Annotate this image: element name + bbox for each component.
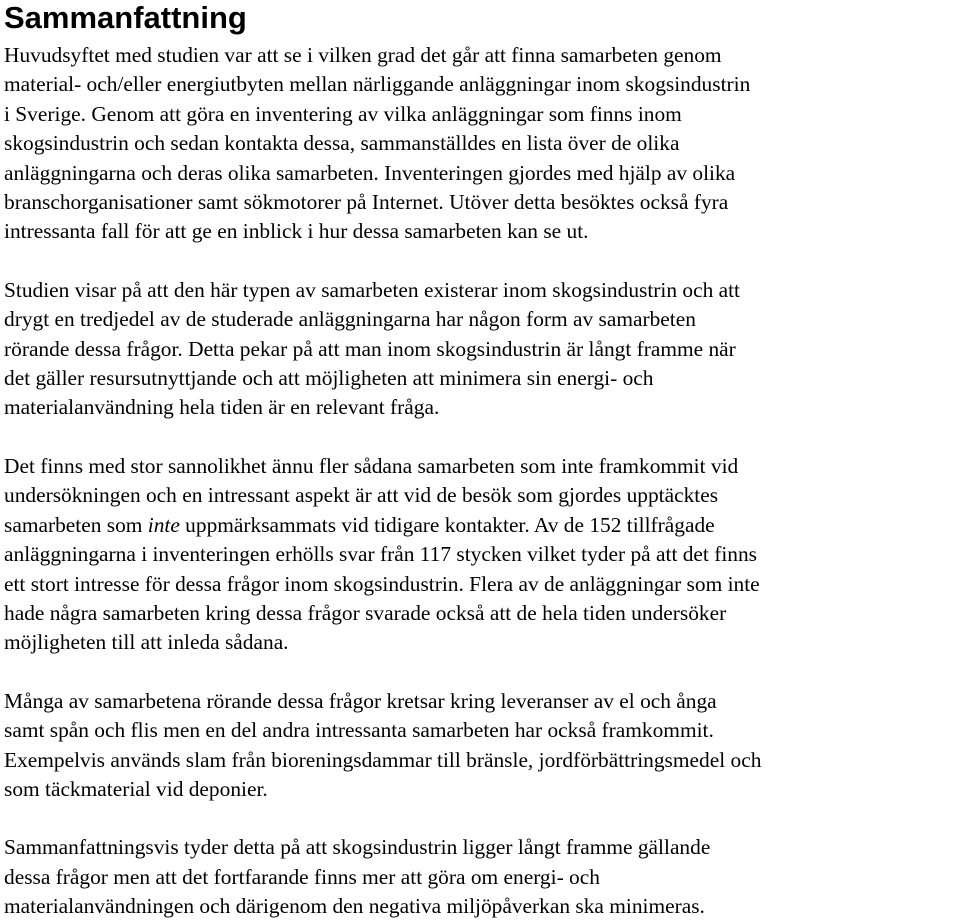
text-line: undersökningen och en intressant aspekt är att vid de besök som gjordes upptäcktes — [4, 483, 719, 508]
text-line: skogsindustrin och sedan kontakta dessa, sammanställdes en lista över de olika — [4, 131, 680, 156]
text-line: Studien visar på att den här typen av samarbeten existerar inom skogsindustrin och att — [4, 277, 741, 302]
page-title: Sammanfattning — [4, 0, 247, 35]
text-line: samt spån och flis men en del andra intressanta samarbeten har också framkommit. — [4, 718, 714, 743]
text-line: dessa frågor men att det fortfarande finns mer att göra om energi- och — [4, 864, 600, 889]
text-line-with-emphasis — [4, 511, 960, 540]
paragraph-5 — [4, 833, 960, 921]
text-run: uppmärksammats vid tidigare kontakter. Av de 152 tillfrågade — [179, 512, 715, 537]
text-run: samarbeten som — [4, 512, 148, 537]
paragraph-4 — [4, 687, 960, 805]
paragraph-2 — [4, 276, 960, 423]
text-line: drygt en tredjedel av de studerade anläggningarna har någon form av samarbeten — [4, 307, 696, 332]
text-line: anläggningarna och deras olika samarbeten. Inventeringen gjordes med hjälp av olika — [4, 160, 736, 185]
text-line: material- och/eller energiutbyten mellan närliggande anläggningar inom skogsindustrin — [4, 72, 751, 97]
paragraph-3 — [4, 452, 960, 658]
text-line: som täckmaterial vid deponier. — [4, 776, 268, 801]
text-line: materialanvändning hela tiden är en relevant fråga. — [4, 395, 440, 420]
text-line: Exempelvis används slam från bioreningsdammar till bränsle, jordförbättringsmedel och — [4, 747, 762, 772]
emphasized-word: inte — [147, 512, 180, 537]
text-line: möjligheten till att inleda sådana. — [4, 630, 289, 655]
text-line: Det finns med stor sannolikhet ännu fler sådana samarbeten som inte framkommit vid — [4, 453, 739, 478]
text-line: intressanta fall för att ge en inblick i hur dessa samarbeten kan se ut. — [4, 219, 589, 244]
text-line: i Sverige. Genom att göra en inventering av vilka anläggningar som finns inom — [4, 101, 682, 126]
text-line: det gäller resursutnyttjande och att möjligheten att minimera sin energi- och — [4, 366, 654, 391]
text-line: hade några samarbeten kring dessa frågor svarade också att de hela tiden undersöker — [4, 600, 727, 625]
text-line: ett stort intresse för dessa frågor inom skogsindustrin. Flera av de anläggningar som inte — [4, 571, 760, 596]
text-line: anläggningarna i inventeringen erhölls svar från 117 stycken vilket tyder på att det finns — [4, 542, 757, 567]
paragraph-1 — [4, 41, 960, 247]
text-line: Sammanfattningsvis tyder detta på att skogsindustrin ligger långt framme gällande — [4, 835, 711, 860]
text-line: Huvudsyftet med studien var att se i vilken grad det går att finna samarbeten genom — [4, 43, 722, 67]
text-line: materialanvändningen och därigenom den negativa miljöpåverkan ska minimeras. — [4, 894, 705, 919]
document-page — [4, 0, 960, 922]
text-line: Många av samarbetena rörande dessa frågor kretsar kring leveranser av el och ånga — [4, 688, 717, 713]
text-line: branschorganisationer samt sökmotorer på Internet. Utöver detta besöktes också fyra — [4, 190, 729, 215]
text-line: rörande dessa frågor. Detta pekar på att man inom skogsindustrin är långt framme när — [4, 336, 736, 361]
